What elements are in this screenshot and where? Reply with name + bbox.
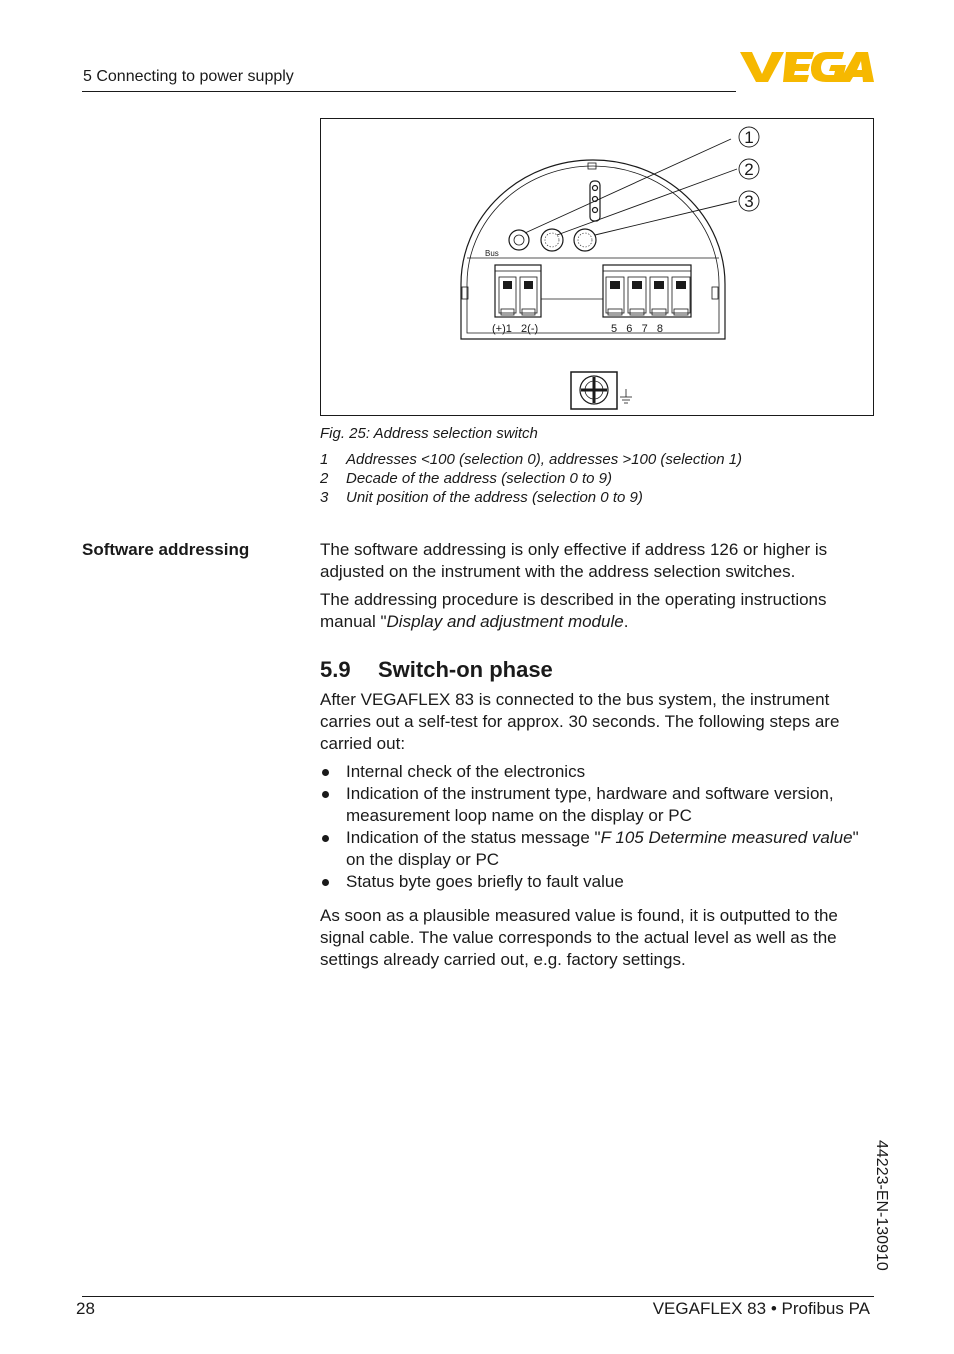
section-number: 5.9 [320, 657, 351, 682]
paragraph: The software addressing is only effective if address 126 or higher is adjusted on the instrument with the address selection switches. [320, 540, 828, 581]
manual-title: Display and adjustment module [386, 612, 624, 631]
status-message: F 105 Determine measured value [600, 828, 853, 847]
list-item: Status byte goes briefly to fault value [320, 871, 870, 893]
side-heading-software-addressing: Software addressing [82, 540, 250, 559]
bullet-icon [320, 761, 346, 783]
bullet-icon [320, 871, 346, 893]
bullet-icon [320, 827, 346, 871]
terminal-compartment-drawing [321, 119, 875, 417]
terminal-labels-left: (+)1 2(-) [492, 323, 539, 335]
figure-caption: Fig. 25: Address selection switch [320, 425, 538, 442]
header-rule [82, 91, 736, 92]
bullet-icon [320, 783, 346, 827]
bullet-list [320, 761, 870, 893]
callout-3: 3 [744, 192, 754, 211]
figure-legend [320, 450, 742, 507]
bus-label: Bus [485, 249, 499, 258]
section-title: Switch-on phase [378, 657, 553, 682]
list-item: Indication of the status message "F 105 Determine measured value" on the display or PC [320, 827, 870, 871]
terminal-labels-right: 5 6 7 8 [611, 323, 663, 335]
document-id: 44223-EN-130910 [873, 1140, 890, 1271]
list-item: Internal check of the electronics [320, 761, 870, 783]
legend-text: Unit position of the address (selection 0 to 9) [346, 489, 643, 506]
running-header: 5 Connecting to power supply [83, 68, 294, 85]
list-item: Indication of the instrument type, hardware and software version, measurement loop name on the display or PC [320, 783, 870, 827]
page-number: 28 [76, 1299, 95, 1318]
section-intro: After VEGAFLEX 83 is connected to the bus system, the instrument carries out a self-test for approx. 30 seconds. The following steps are carried out: [320, 690, 840, 753]
legend-text: Decade of the address (selection 0 to 9) [346, 470, 612, 487]
legend-number: 1 [320, 451, 329, 468]
legend-text: Addresses <100 (selection 0), addresses >100 (selection 1) [346, 451, 743, 468]
footer-rule [82, 1296, 874, 1297]
figure-address-selection-switch [320, 118, 874, 416]
legend-item [320, 450, 742, 469]
vega-logo [740, 50, 874, 84]
callout-1: 1 [744, 128, 754, 147]
paragraph: The addressing procedure is described in the operating instructions manual "Display and adjustment module. [320, 590, 827, 631]
legend-number: 2 [320, 470, 329, 487]
section-outro: As soon as a plausible measured value is found, it is outputted to the signal cable. The value corresponds to the actual level as well as the settings already carried out, e.g. factory settings. [320, 906, 838, 969]
legend-item [320, 488, 742, 507]
footer-title: VEGAFLEX 83 • Profibus PA [652, 1299, 870, 1318]
legend-number: 3 [320, 489, 329, 506]
software-addressing-text [320, 539, 870, 633]
legend-item [320, 469, 742, 488]
section-heading [320, 657, 553, 683]
callout-2: 2 [744, 160, 754, 179]
